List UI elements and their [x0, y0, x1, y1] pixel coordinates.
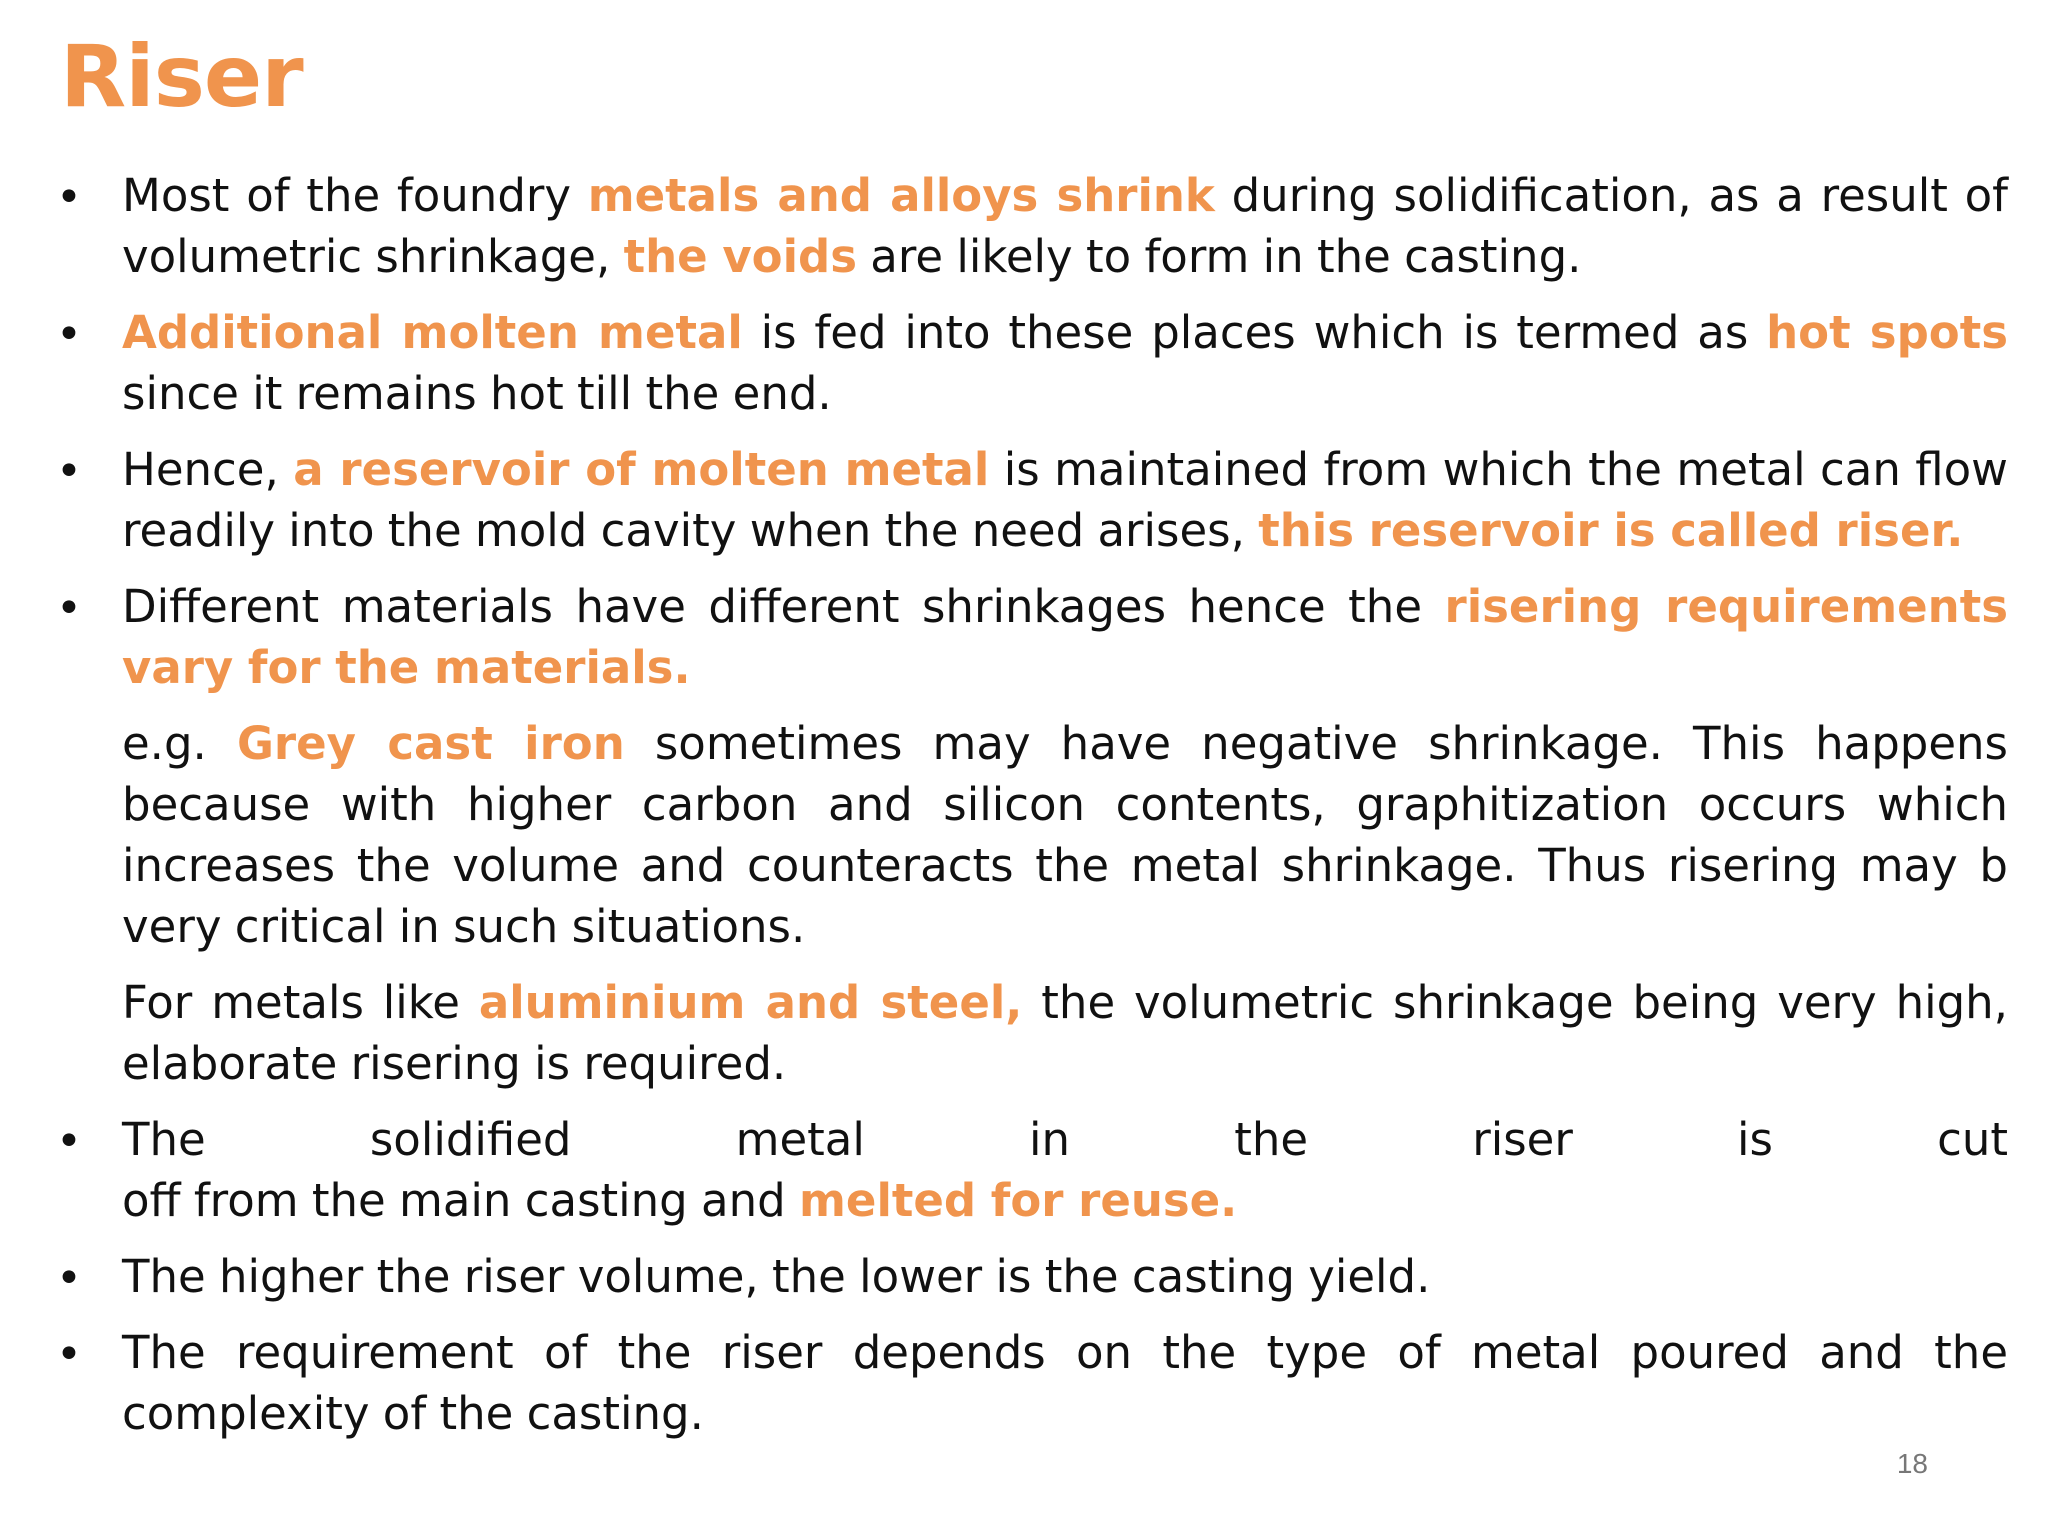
bullet-dot-icon: • [56, 1116, 82, 1167]
bullet-item [0, 1246, 2048, 1307]
sub-paragraph [0, 972, 2048, 1094]
highlight-text: the voids [623, 230, 857, 283]
text-segment: The requirement of the riser depends on the type of metal poured and the complexity of the casting. [122, 1326, 2008, 1440]
bullet-item [0, 1109, 2048, 1231]
highlight-text: Additional molten metal [122, 306, 743, 359]
slide-title: Riser [60, 27, 303, 127]
sub-paragraph [0, 713, 2048, 957]
bullet-dot-icon: • [56, 309, 82, 360]
bullet-item [0, 165, 2048, 287]
bullet-text [122, 1170, 2008, 1231]
bullet-text [122, 302, 2008, 424]
highlight-text: metals and alloys shrink [587, 169, 1215, 222]
sub-paragraph-text [122, 713, 2008, 957]
slide-content [0, 165, 2048, 1459]
text-segment: For metals like [122, 976, 479, 1029]
text-segment: during solidification, as a result of volumetric shrinkage, [122, 169, 2008, 283]
page-number: 18 [1896, 1448, 1928, 1479]
text-segment: since it remains hot till the end. [122, 367, 832, 420]
highlight-text: aluminium and steel, [478, 976, 1023, 1029]
bullet-dot-icon: • [56, 583, 82, 634]
text-segment: Hence, [122, 443, 294, 496]
highlight-text: Grey cast iron [236, 717, 625, 770]
bullet-dot-icon: • [56, 1253, 82, 1304]
text-segment: the volumetric shrinkage being very high, elaborate risering is required. [122, 976, 2008, 1090]
bullet-text [122, 1246, 2008, 1307]
bullet-item [0, 1322, 2048, 1444]
text-segment: Different materials have different shrinkages hence the [122, 580, 1445, 633]
bullet-dot-icon: • [56, 446, 82, 497]
bullet-text [122, 1322, 2008, 1444]
highlight-text: risering requirements vary for the materials. [122, 580, 2008, 694]
bullet-text [122, 576, 2008, 698]
bullet-item [0, 439, 2048, 561]
bullet-text [122, 439, 2008, 561]
highlight-text: this reservoir is called riser. [1258, 504, 1964, 557]
bullet-dot-icon: • [56, 1329, 82, 1380]
text-segment: is fed into these places which is termed as [742, 306, 1767, 359]
highlight-text: a reservoir of molten metal [293, 443, 990, 496]
text-segment: The higher the riser volume, the lower is the casting yield. [122, 1250, 1431, 1303]
text-segment: are likely to form in the casting. [857, 230, 1582, 283]
text-segment: Most of the foundry [122, 169, 588, 222]
text-segment: sometimes may have negative shrinkage. This happens because with higher carbon and silicon contents, graphitization occurs which increases the volume and counteracts the metal shrinkage. Thus risering may b very critical in such situations. [122, 717, 2008, 953]
bullet-text-first-line: The solidified metal in the riser is cut [122, 1113, 2008, 1166]
text-segment: off from the main casting and [122, 1174, 800, 1227]
text-segment: is maintained from which the metal can flow readily into the mold cavity when the need arises, [122, 443, 2008, 557]
bullet-text [122, 165, 2008, 287]
text-segment: e.g. [122, 717, 237, 770]
highlight-text: hot spots [1766, 306, 2008, 359]
bullet-item [0, 302, 2048, 424]
bullet-dot-icon: • [56, 172, 82, 223]
bullet-item [0, 576, 2048, 698]
highlight-text: melted for reuse. [799, 1174, 1238, 1227]
sub-paragraph-text [122, 972, 2008, 1094]
